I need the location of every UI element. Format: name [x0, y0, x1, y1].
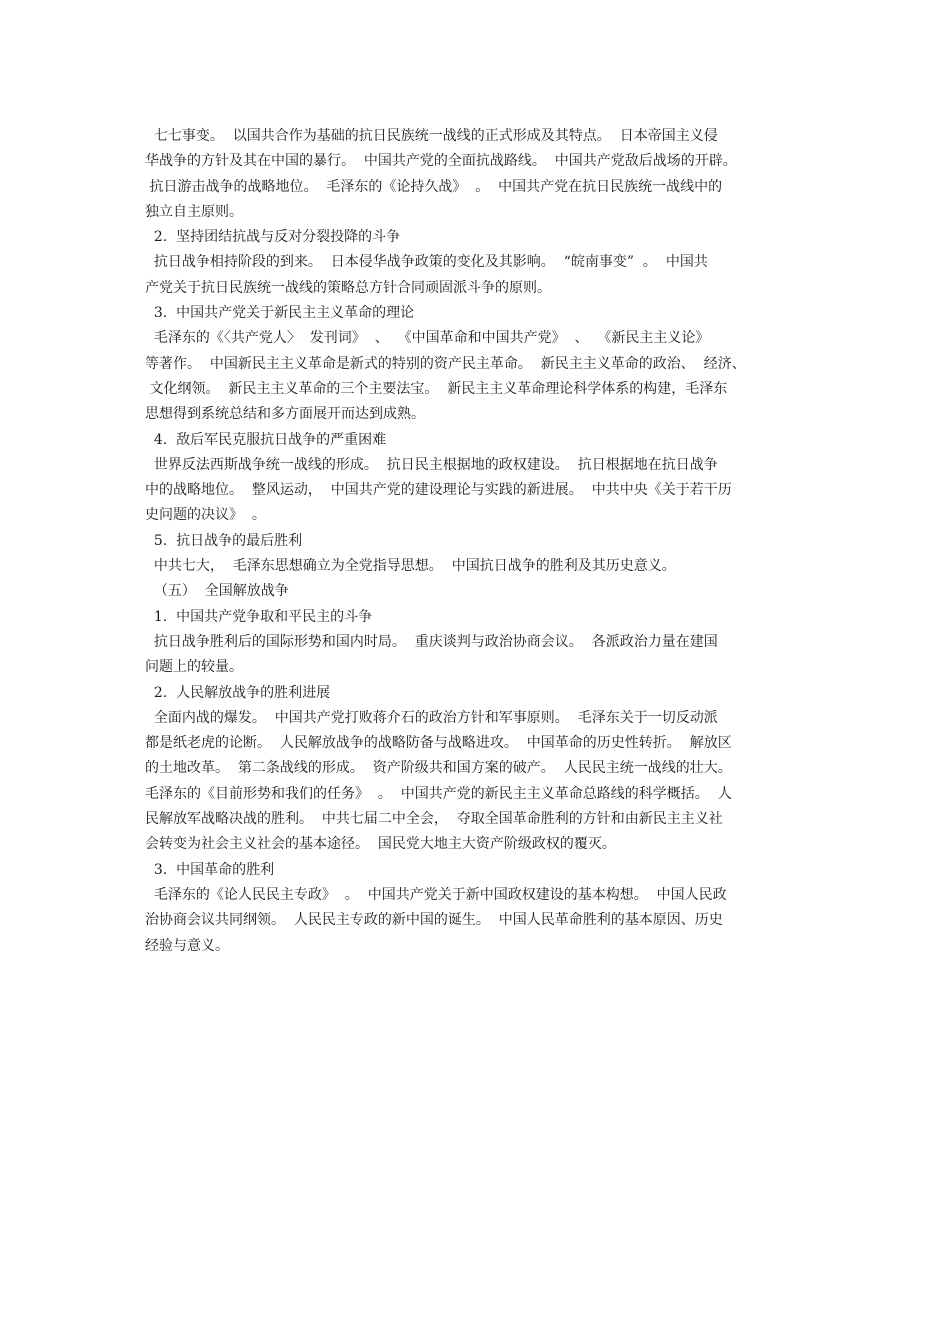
text-line: 的土地改革。 第二条战线的形成。 资产阶级共和国方案的破产。 人民民主统一战线的壮大。 — [145, 760, 732, 777]
text-line: 文化纲领。 新民主主义革命的三个主要法宝。 新民主主义革命理论科学体系的构建，毛泽东 — [145, 380, 728, 397]
text-line: 抗日游击战争的战略地位。 毛泽东的《论持久战》 。 中国共产党在抗日民族统一战线中的 — [145, 178, 723, 195]
text-line: 毛泽东的《〈共产党人〉 发刊词》 、 《中国革命和中国共产党》 、 《新民主主义论》 — [145, 330, 710, 347]
text-line: 全面内战的爆发。 中国共产党打败蒋介石的政治方针和军事原则。 毛泽东关于一切反动派 — [145, 709, 718, 726]
text-line: 都是纸老虎的论断。 人民解放战争的战略防备与战略进攻。 中国革命的历史性转折。 解放区 — [145, 735, 732, 752]
text-line: 抗日战争胜利后的国际形势和国内时局。 重庆谈判与政治协商会议。 各派政治力量在建国 — [145, 633, 718, 650]
text-line: 5. 抗日战争的最后胜利 — [145, 532, 303, 549]
text-line: 会转变为社会主义社会的基本途径。 国民党大地主大资产阶级政权的覆灭。 — [145, 836, 616, 853]
text-line: 3. 中国共产党关于新民主主义革命的理论 — [145, 305, 415, 322]
text-line: （五） 全国解放战争 — [145, 583, 289, 600]
text-line: 1. 中国共产党争取和平民主的斗争 — [145, 608, 373, 625]
text-line: 抗日战争相持阶段的到来。 日本侵华战争政策的变化及其影响。 “皖南事变” 。 中国共 — [145, 254, 708, 271]
text-line: 世界反法西斯战争统一战线的形成。 抗日民主根据地的政权建设。 抗日根据地在抗日战争 — [145, 456, 718, 473]
text-line: 产党关于抗日民族统一战线的策略总方针合同顽固派斗争的原则。 — [145, 279, 551, 296]
text-line: 2. 人民解放战争的胜利进展 — [145, 684, 331, 701]
text-line: 3. 中国革命的胜利 — [145, 861, 275, 878]
text-line: 毛泽东的《论人民民主专政》 。 中国共产党关于新中国政权建设的基本构想。 中国人民政 — [145, 886, 727, 903]
text-line: 等著作。 中国新民主主义革命是新式的特别的资产民主革命。 新民主主义革命的政治、 经济、 — [145, 355, 746, 372]
document-body — [145, 124, 810, 959]
text-line: 毛泽东的《目前形势和我们的任务》 。 中国共产党的新民主主义革命总路线的科学概括。 人 — [145, 785, 732, 802]
text-line: 经验与意义。 — [145, 937, 229, 954]
text-line: 独立自主原则。 — [145, 203, 243, 220]
text-line: 中共七大， 毛泽东思想确立为全党指导思想。 中国抗日战争的胜利及其历史意义。 — [145, 558, 676, 575]
text-line: 七七事变。 以国共合作为基础的抗日民族统一战线的正式形成及其特点。 日本帝国主义侵 — [145, 128, 718, 144]
text-line: 2. 坚持团结抗战与反对分裂投降的斗争 — [145, 229, 401, 246]
text-line: 中的战略地位。 整风运动， 中国共产党的建设理论与实践的新进展。 中共中央《关于若干历 — [145, 482, 732, 499]
text-line: 史问题的决议》 。 — [145, 507, 266, 524]
text-line: 治协商会议共同纲领。 人民民主专政的新中国的诞生。 中国人民革命胜利的基本原因、历史 — [145, 912, 723, 929]
text-line: 民解放军战略决战的胜利。 中共七届二中全会， 夺取全国革命胜利的方针和由新民主主义社 — [145, 811, 723, 828]
text-line: 思想得到系统总结和多方面展开而达到成熟。 — [145, 406, 425, 423]
text-line: 华战争的方针及其在中国的暴行。 中国共产党的全面抗战路线。 中国共产党敌后战场的开辟。 — [145, 153, 737, 170]
text-line: 4. 敌后军民克服抗日战争的严重困难 — [145, 431, 387, 448]
text-line: 问题上的较量。 — [145, 659, 243, 676]
